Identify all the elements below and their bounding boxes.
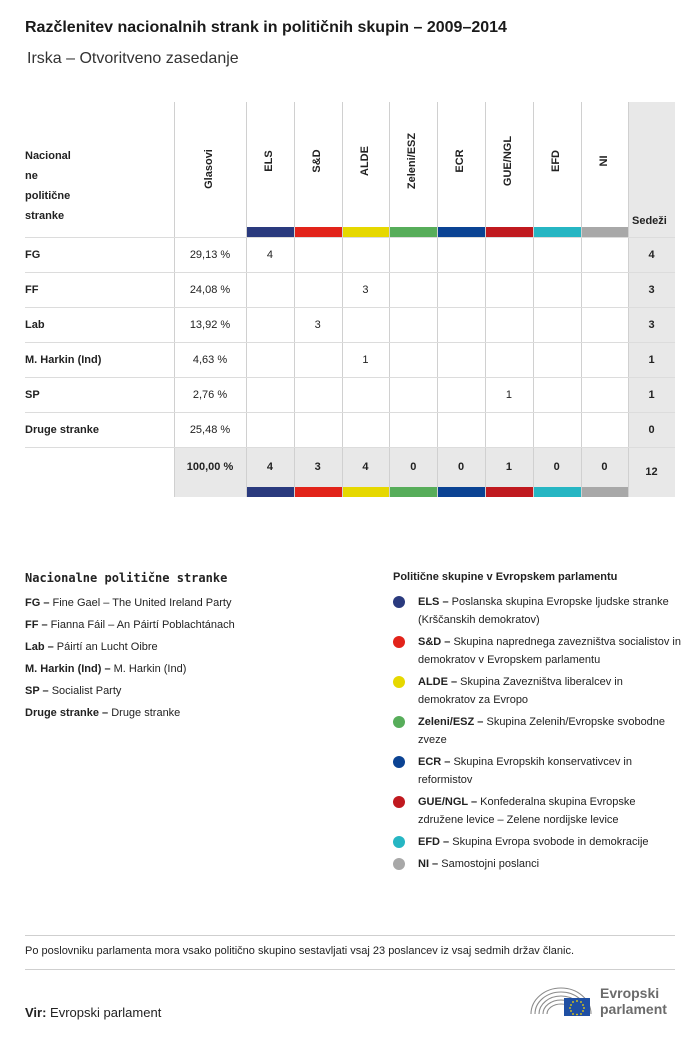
seat-count-cell bbox=[389, 377, 437, 412]
seats-total: 3 bbox=[648, 318, 655, 331]
total-seats-cell: 0 bbox=[410, 461, 417, 473]
group-color-bar bbox=[534, 487, 581, 497]
group-full-name: Skupina Zavezništva liberalcev in demokratov za Evropo bbox=[418, 676, 623, 706]
page-subtitle: Irska – Otvoritveno zasedanje bbox=[27, 50, 239, 67]
seat-count-cell bbox=[485, 237, 533, 272]
group-color-bar bbox=[295, 487, 342, 497]
total-seats-cell: 3 bbox=[314, 461, 321, 473]
seat-count-cell bbox=[437, 307, 485, 342]
political-groups-legend-title: Politične skupine v Evropskem parlamentu bbox=[393, 571, 618, 583]
party-full-name: Páirtí an Lucht Oibre bbox=[53, 641, 158, 653]
seat-count-cell bbox=[581, 272, 629, 307]
seats-total: 4 bbox=[648, 248, 655, 261]
national-party-entry bbox=[25, 614, 365, 636]
seat-count-cell bbox=[389, 272, 437, 307]
group-color-bar bbox=[582, 227, 629, 237]
group-abbr: ALDE – bbox=[418, 676, 458, 688]
seat-count-cell bbox=[533, 412, 581, 447]
seat-count-cell bbox=[485, 307, 533, 342]
party-name: Lab bbox=[25, 318, 45, 331]
divider bbox=[25, 969, 675, 970]
party-full-name: Fine Gael – The United Ireland Party bbox=[49, 597, 232, 609]
party-full-name: Druge stranke bbox=[108, 707, 181, 719]
seat-count-cell bbox=[581, 412, 629, 447]
party-abbr: M. Harkin (Ind) – bbox=[25, 663, 111, 675]
group-header-sd: S&D bbox=[310, 149, 323, 173]
group-full-name: Samostojni poslanci bbox=[438, 858, 540, 870]
footnote: Po poslovniku parlamenta mora vsako politično skupino sestavljati vsaj 23 poslancev iz vsaj sedmih držav članic. bbox=[25, 945, 575, 957]
group-header-ni: NI bbox=[597, 155, 610, 167]
vote-share: 24,08 % bbox=[189, 283, 231, 296]
political-group-entry bbox=[393, 753, 683, 789]
seat-count-cell: 4 bbox=[266, 248, 273, 261]
group-abbr: ELS – bbox=[418, 596, 449, 608]
seat-count-cell: 3 bbox=[314, 318, 321, 331]
party-abbr: FG – bbox=[25, 597, 50, 609]
party-header-line: stranke bbox=[25, 210, 65, 222]
logo-line-2: parlament bbox=[600, 1001, 667, 1017]
seat-count-cell bbox=[485, 412, 533, 447]
group-color-dot bbox=[393, 796, 405, 808]
group-abbr: NI – bbox=[418, 858, 439, 870]
seats-column-header: Sedeži bbox=[632, 215, 667, 227]
party-abbr: SP – bbox=[25, 685, 49, 697]
total-seats-cell: 1 bbox=[505, 461, 512, 473]
seat-count-cell bbox=[389, 342, 437, 377]
party-name: SP bbox=[25, 388, 40, 401]
group-color-bar bbox=[295, 227, 342, 237]
group-full-name: Skupina naprednega zavezništva socialistov in demokratov v Evropskem parlamentu bbox=[418, 636, 681, 666]
group-color-bar bbox=[390, 227, 437, 237]
seat-count-cell bbox=[533, 237, 581, 272]
political-group-entry bbox=[393, 713, 683, 749]
seat-count-cell bbox=[389, 412, 437, 447]
total-seats-cell: 0 bbox=[601, 461, 608, 473]
seat-count-cell bbox=[437, 237, 485, 272]
grand-total-seats: 12 bbox=[645, 466, 658, 478]
group-color-bar bbox=[486, 487, 533, 497]
group-color-dot bbox=[393, 716, 405, 728]
seat-count-cell bbox=[533, 377, 581, 412]
seat-count-cell bbox=[294, 412, 342, 447]
vote-share: 2,76 % bbox=[192, 388, 228, 401]
party-abbr: Lab – bbox=[25, 641, 54, 653]
party-name: Druge stranke bbox=[25, 423, 99, 436]
seat-count-cell bbox=[246, 307, 294, 342]
party-name: FF bbox=[25, 283, 39, 296]
group-full-name: Skupina Evropa svobode in demokracije bbox=[449, 836, 649, 848]
seat-count-cell bbox=[294, 237, 342, 272]
european-parliament-logo bbox=[528, 980, 678, 1020]
group-full-name: Skupina Zelenih/Evropske svobodne zveze bbox=[418, 716, 666, 746]
party-header-line: politične bbox=[25, 190, 71, 202]
seat-count-cell bbox=[342, 237, 390, 272]
group-abbr: S&D – bbox=[418, 636, 451, 648]
group-color-bar bbox=[534, 227, 581, 237]
group-header-ecr: ECR bbox=[454, 149, 467, 173]
total-seats-cell: 0 bbox=[553, 461, 560, 473]
seat-count-cell bbox=[342, 412, 390, 447]
seat-count-cell bbox=[581, 377, 629, 412]
seat-count-cell bbox=[581, 237, 629, 272]
party-name: FG bbox=[25, 248, 41, 261]
page-title: Razčlenitev nacionalnih strank in političnih skupin – 2009–2014 bbox=[25, 19, 507, 36]
seat-count-cell bbox=[533, 307, 581, 342]
group-header-zeleniesz: Zeleni/ESZ bbox=[406, 132, 419, 190]
group-color-bar bbox=[486, 227, 533, 237]
party-full-name: Socialist Party bbox=[48, 685, 122, 697]
political-group-entry bbox=[393, 673, 683, 709]
vote-share: 13,92 % bbox=[189, 318, 231, 331]
seat-count-cell bbox=[581, 307, 629, 342]
seat-count-cell bbox=[294, 272, 342, 307]
group-color-bar bbox=[438, 227, 485, 237]
party-abbr: Druge stranke – bbox=[25, 707, 109, 719]
party-full-name: M. Harkin (Ind) bbox=[110, 663, 187, 675]
seat-count-cell bbox=[485, 272, 533, 307]
political-group-entry bbox=[393, 593, 683, 629]
seat-count-cell: 1 bbox=[362, 353, 369, 366]
seat-count-cell bbox=[533, 342, 581, 377]
group-color-dot bbox=[393, 676, 405, 688]
group-color-dot bbox=[393, 756, 405, 768]
seat-count-cell bbox=[246, 272, 294, 307]
seat-count-cell: 1 bbox=[505, 388, 512, 401]
group-abbr: EFD – bbox=[418, 836, 450, 848]
total-votes: 100,00 % bbox=[186, 461, 234, 473]
seat-count-cell bbox=[581, 342, 629, 377]
national-parties-legend bbox=[25, 571, 365, 724]
total-seats-cell: 4 bbox=[362, 461, 369, 473]
seat-count-cell bbox=[294, 377, 342, 412]
source-label: Vir: bbox=[25, 1005, 47, 1020]
total-seats-cell: 4 bbox=[266, 461, 273, 473]
seats-total: 3 bbox=[648, 283, 655, 296]
political-group-entry bbox=[393, 793, 683, 829]
total-seats-cell: 0 bbox=[458, 461, 465, 473]
political-group-entry bbox=[393, 833, 683, 851]
national-party-entry bbox=[25, 702, 365, 724]
group-color-bar bbox=[247, 227, 294, 237]
seats-total: 0 bbox=[648, 423, 655, 436]
seat-count-cell bbox=[246, 342, 294, 377]
logo-text bbox=[600, 985, 667, 1017]
group-color-bar bbox=[247, 487, 294, 497]
vote-share: 25,48 % bbox=[189, 423, 231, 436]
seat-count-cell bbox=[246, 412, 294, 447]
group-full-name: Poslanska skupina Evropske ljudske stranke (Krščanskih demokratov) bbox=[418, 596, 669, 626]
seat-count-cell bbox=[437, 272, 485, 307]
seat-count-cell: 3 bbox=[362, 283, 369, 296]
source-value: Evropski parlament bbox=[46, 1005, 162, 1020]
seat-count-cell bbox=[437, 342, 485, 377]
parliament-hemicycle-eu-flag-icon bbox=[528, 980, 594, 1018]
party-abbr: FF – bbox=[25, 619, 48, 631]
group-color-bar bbox=[390, 487, 437, 497]
votes-column-header: Glasovi bbox=[203, 149, 215, 189]
seat-count-cell bbox=[437, 377, 485, 412]
seat-count-cell bbox=[389, 237, 437, 272]
source-line bbox=[25, 1005, 161, 1020]
seat-count-cell bbox=[389, 307, 437, 342]
group-color-bar bbox=[343, 487, 390, 497]
seat-count-cell bbox=[294, 342, 342, 377]
vote-share: 4,63 % bbox=[192, 353, 228, 366]
group-abbr: ECR – bbox=[418, 756, 451, 768]
group-color-bar bbox=[582, 487, 629, 497]
political-group-entry bbox=[393, 633, 683, 669]
seat-count-cell bbox=[485, 342, 533, 377]
political-group-entry bbox=[393, 855, 683, 873]
party-name: M. Harkin (Ind) bbox=[25, 353, 102, 366]
national-party-entry bbox=[25, 636, 365, 658]
group-color-dot bbox=[393, 636, 405, 648]
vote-share: 29,13 % bbox=[189, 248, 231, 261]
seat-count-cell bbox=[437, 412, 485, 447]
national-party-entry bbox=[25, 592, 365, 614]
group-header-efd: EFD bbox=[549, 150, 562, 172]
group-color-dot bbox=[393, 858, 405, 870]
group-abbr: Zeleni/ESZ – bbox=[418, 716, 484, 728]
party-header-line: Nacional bbox=[25, 150, 71, 162]
party-header-line: ne bbox=[25, 170, 38, 182]
national-party-entry bbox=[25, 658, 365, 680]
party-column-header bbox=[25, 146, 105, 226]
political-groups-legend bbox=[393, 571, 683, 877]
divider bbox=[25, 935, 675, 936]
logo-line-1: Evropski bbox=[600, 985, 660, 1001]
group-color-bar bbox=[438, 487, 485, 497]
group-abbr: GUE/NGL – bbox=[418, 796, 478, 808]
group-color-bar bbox=[343, 227, 390, 237]
group-header-guengl: GUE/NGL bbox=[501, 135, 514, 187]
national-parties-legend-title: Nacionalne politične stranke bbox=[25, 571, 228, 585]
results-table bbox=[25, 102, 675, 498]
seat-count-cell bbox=[533, 272, 581, 307]
national-party-entry bbox=[25, 680, 365, 702]
group-header-alde: ALDE bbox=[358, 146, 371, 176]
party-full-name: Fianna Fáil – An Páirtí Poblachtánach bbox=[47, 619, 235, 631]
seat-count-cell bbox=[246, 377, 294, 412]
seat-count-cell bbox=[342, 307, 390, 342]
seats-total: 1 bbox=[648, 353, 655, 366]
seat-count-cell bbox=[342, 377, 390, 412]
group-full-name: Skupina Evropskih konservativcev in reformistov bbox=[418, 756, 632, 786]
group-full-name: Konfederalna skupina Evropske združene levice – Zelene nordijske levice bbox=[418, 796, 636, 826]
group-color-dot bbox=[393, 836, 405, 848]
seats-total: 1 bbox=[648, 388, 655, 401]
group-header-els: ELS bbox=[262, 150, 275, 172]
group-color-dot bbox=[393, 596, 405, 608]
